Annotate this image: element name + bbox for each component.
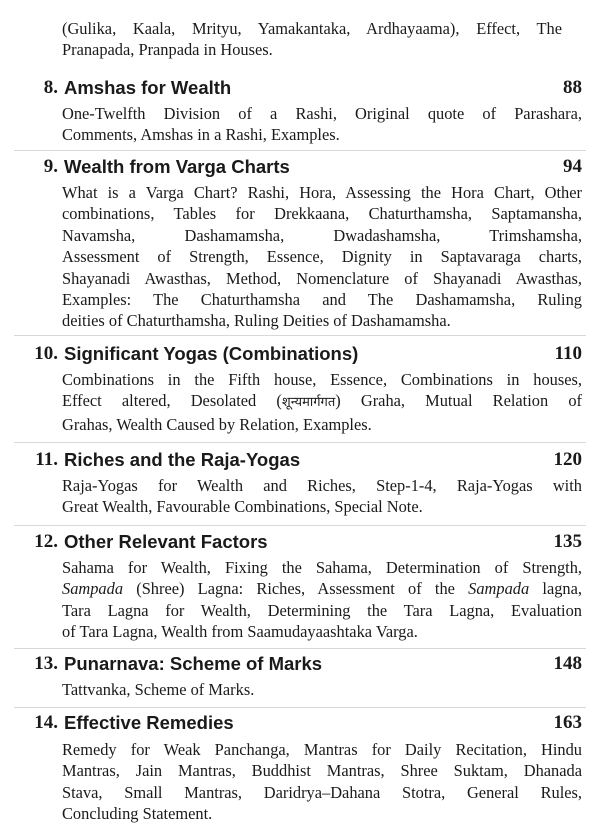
page-number[interactable]: 110 bbox=[554, 343, 582, 364]
divider bbox=[14, 707, 586, 708]
chapter-description bbox=[62, 739, 582, 825]
page-number[interactable]: 88 bbox=[563, 77, 582, 98]
continued-description bbox=[62, 18, 562, 60]
chapter-number: 13. bbox=[34, 653, 58, 674]
description-line: Combinations in the Fifth house, Essence, Combinations in houses, bbox=[62, 370, 582, 389]
page-number[interactable]: 120 bbox=[553, 449, 582, 470]
description-line: Shayanadi Awasthas, Method, Nomenclature of Shayanadi Awasthas, bbox=[62, 268, 582, 288]
description-line: Tara Lagna for Wealth, Determining the Tara Lagna, Evaluation bbox=[62, 600, 582, 620]
description-line: Raja-Yogas for Wealth and Riches, Step-1-4, Raja-Yogas with bbox=[62, 476, 582, 495]
description-line: Assessment of Strength, Essence, Dignity in Saptavaraga charts, bbox=[62, 247, 582, 267]
divider bbox=[14, 335, 586, 336]
chapter-title[interactable]: Punarnava: Scheme of Marks bbox=[64, 653, 323, 674]
chapter-title[interactable]: Wealth from Varga Charts bbox=[64, 156, 290, 177]
italic-term: Sampada bbox=[62, 579, 124, 599]
description-line: Concluding Statement. bbox=[62, 804, 213, 824]
description-line: Grahas, Wealth Caused by Relation, Examples. bbox=[62, 414, 372, 434]
chapter-description bbox=[62, 475, 582, 518]
page-number[interactable]: 135 bbox=[553, 531, 582, 552]
chapter-number: 9. bbox=[43, 156, 58, 177]
divider bbox=[14, 442, 586, 443]
page-number[interactable]: 148 bbox=[553, 653, 582, 674]
page-number[interactable]: 163 bbox=[553, 712, 582, 733]
chapter-title[interactable]: Other Relevant Factors bbox=[64, 531, 268, 552]
description-line: Tattvanka, Scheme of Marks. bbox=[62, 680, 255, 699]
italic-term: Sampada bbox=[468, 579, 530, 599]
divider bbox=[14, 525, 586, 526]
chapter-number: 8. bbox=[43, 77, 58, 98]
devanagari-term: शून्यमार्गगत bbox=[281, 395, 336, 411]
description-line: deities of Chaturthamsha, Ruling Deities of Dashamamsha. bbox=[62, 311, 451, 331]
description-line: One-Twelfth Division of a Rashi, Original quote of Parashara, bbox=[62, 104, 582, 123]
description-line: What is a Varga Chart? Rashi, Hora, Assessing the Hora Chart, Other bbox=[62, 183, 582, 202]
chapter-title[interactable]: Significant Yogas (Combinations) bbox=[64, 343, 359, 364]
chapter-number: 14. bbox=[34, 712, 58, 733]
description-line: Navamsha, Dashamamsha, Dwadashamsha, Trimshamsha, bbox=[62, 225, 582, 245]
chapter-number: 10. bbox=[34, 343, 58, 364]
description-line: Effect altered, Desolated (शून्यमार्गगत) Graha, Mutual Relation of bbox=[62, 391, 582, 411]
chapter-description bbox=[62, 679, 582, 700]
description-line: Stava, Small Mantras, Daridrya–Dahana Stotra, General Rules, bbox=[62, 782, 582, 802]
description-line: Sahama for Wealth, Fixing the Sahama, Determination of Strength, bbox=[62, 558, 582, 577]
chapter-title[interactable]: Effective Remedies bbox=[64, 712, 234, 733]
chapter-description bbox=[62, 369, 582, 435]
chapter-title[interactable]: Amshas for Wealth bbox=[64, 77, 232, 98]
chapter-description bbox=[62, 557, 582, 643]
chapter-number: 12. bbox=[34, 531, 58, 552]
description-line: of Tara Lagna, Wealth from Saamudayaashtaka Varga. bbox=[62, 622, 418, 642]
description-line: Comments, Amshas in a Rashi, Examples. bbox=[62, 125, 340, 145]
description-line: Remedy for Weak Panchanga, Mantras for Daily Recitation, Hindu bbox=[62, 740, 582, 759]
description-line: (Gulika, Kaala, Mrityu, Yamakantaka, Ardhayaama), Effect, The bbox=[62, 19, 562, 38]
page-number[interactable]: 94 bbox=[563, 156, 582, 177]
chapter-number: 11. bbox=[35, 449, 58, 470]
divider bbox=[14, 150, 586, 151]
description-line: Pranapada, Pranpada in Houses. bbox=[62, 40, 273, 59]
description-line: Sampada (Shree) Lagna: Riches, Assessment of the Sampada lagna, bbox=[62, 579, 582, 599]
divider bbox=[14, 648, 586, 649]
description-line: Examples: The Chaturthamsha and The Dashamamsha, Ruling bbox=[62, 290, 582, 310]
chapter-description bbox=[62, 103, 582, 146]
description-line: Great Wealth, Favourable Combinations, Special Note. bbox=[62, 497, 423, 517]
chapter-title[interactable]: Riches and the Raja-Yogas bbox=[64, 449, 301, 470]
description-line: combinations, Tables for Drekkaana, Chaturthamsha, Saptamansha, bbox=[62, 204, 582, 224]
chapter-description bbox=[62, 182, 582, 332]
description-line: Mantras, Jain Mantras, Buddhist Mantras, Shree Suktam, Dhanada bbox=[62, 761, 582, 781]
